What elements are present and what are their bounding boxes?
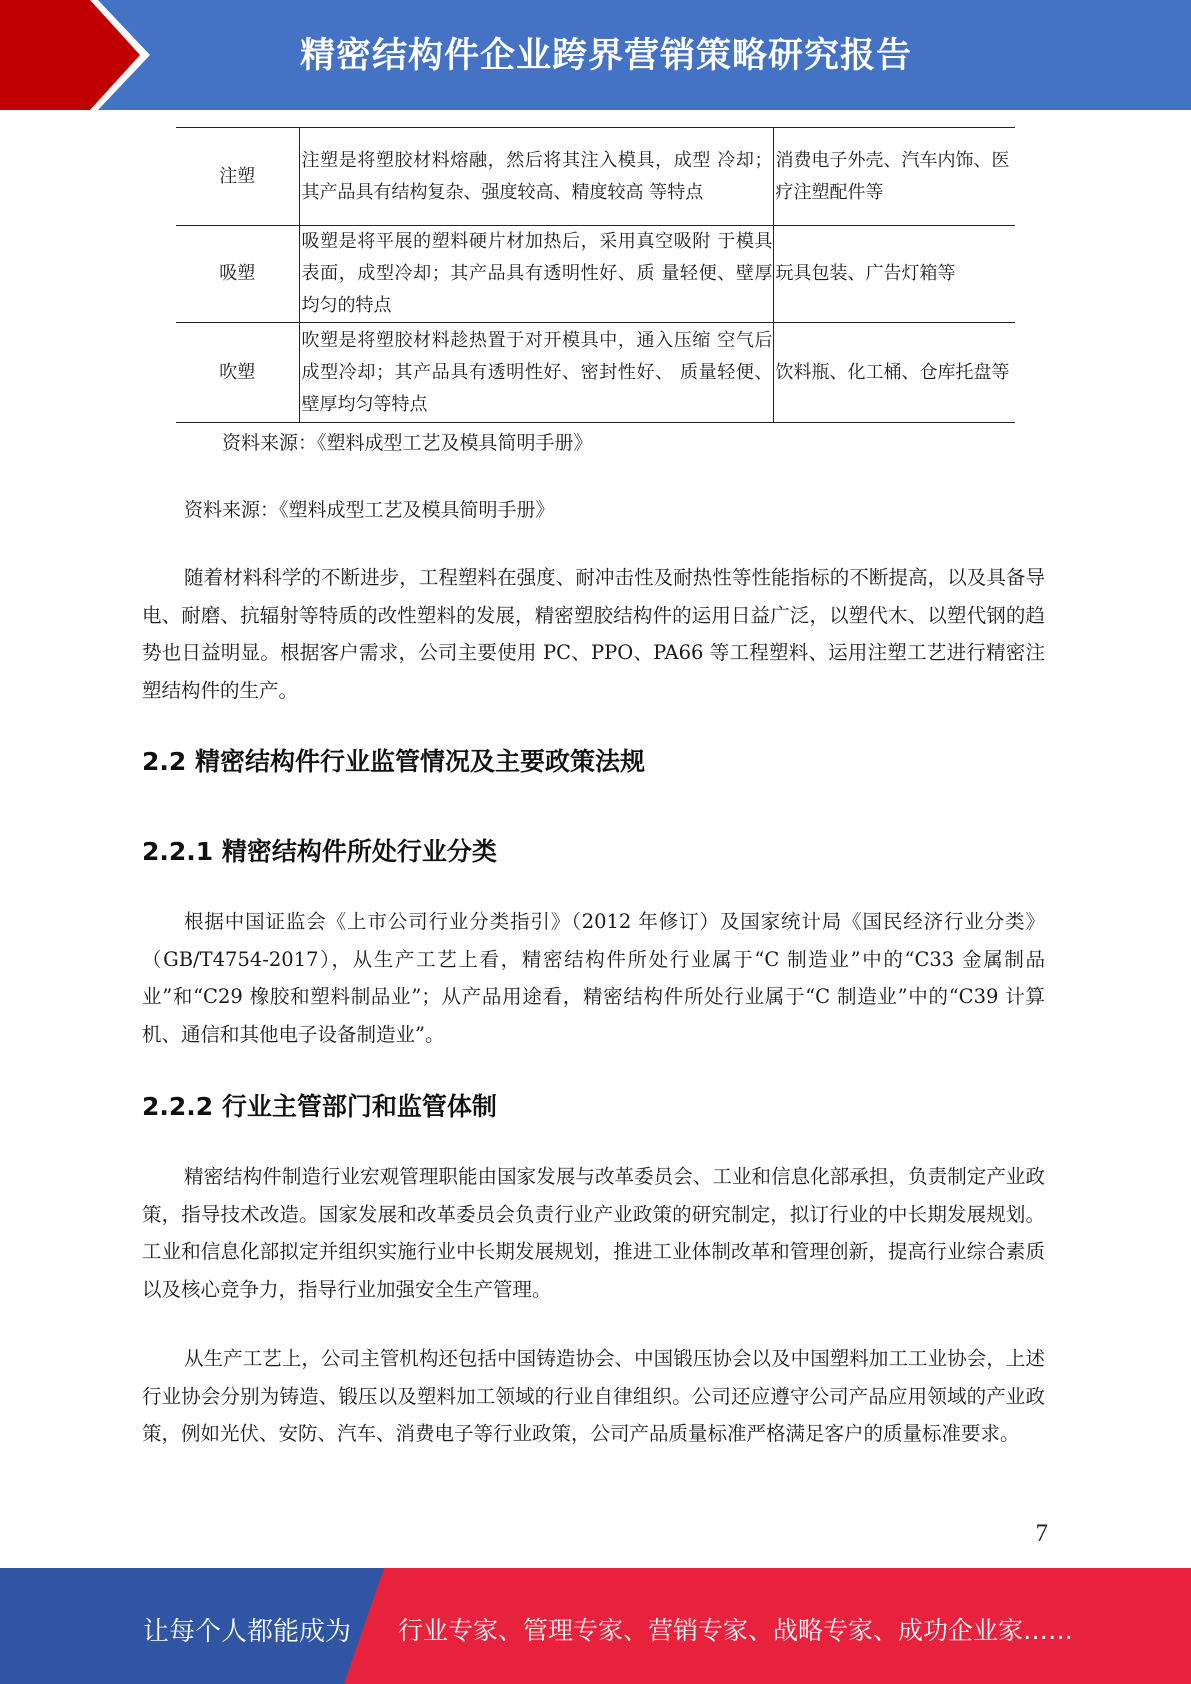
process-name: 吹塑 (219, 361, 256, 383)
table-source-note: 资料来源：《塑料成型工艺及模具简明手册》 (222, 432, 593, 454)
page-number: 7 (1035, 1520, 1048, 1547)
process-description: 吸塑是将平展的塑料硬片材加热后，采用真空吸附 于模具表面，成型冷却；其产品具有透明性好、质 量轻便、壁厚均匀的特点 (299, 226, 773, 323)
process-application: 饮料瓶、化工桶、仓库托盘等 (775, 361, 1010, 383)
heading-2-2: 2.2 精密结构件行业监管情况及主要政策法规 (142, 747, 645, 776)
paragraph-regulation: 精密结构件制造行业宏观管理职能由国家发展与改革委员会、工业和信息化部承担，负责制定产业政策，指导技术改造。国家发展和改革委员会负责行业产业政策的研究制定，拟订行业的中长期发展规划。工业和信息化部拟定并组织实施行业中长期发展规划，推进工业体制改革和管理创新，提高行业综合素质以及核心竞争力，指导行业加强安全生产管理。 (142, 1165, 1045, 1301)
table-row (176, 226, 1015, 323)
paragraph-classification: 根据中国证监会《上市公司行业分类指引》（2012 年修订）及国家统计局《国民经济行业分类》（GB/T4754-2017），从生产工艺上看，精密结构件所处行业属于“C 制造业”中的“C33 金属制品业”和“C29 橡胶和塑料制品业”；从产品用途看，精密结构件所处行业属于“C 制造业”中的“C39 计算机、通信和其他电子设备制造业”。 (142, 910, 1045, 1046)
process-name: 注塑 (219, 165, 256, 187)
process-description: 注塑是将塑胶材料熔融，然后将其注入模具，成型 冷却；其产品具有结构复杂、强度较高、精度较高 等特点 (299, 128, 773, 226)
page-footer (0, 1568, 1191, 1684)
heading-2-2-2: 2.2.2 行业主管部门和监管体制 (142, 1092, 497, 1121)
footer-slogan-right: 行业专家、管理专家、营销专家、战略专家、成功企业家…… (398, 1616, 1074, 1645)
paragraph-associations: 从生产工艺上，公司主管机构还包括中国铸造协会、中国锻压协会以及中国塑料加工工业协会，上述行业协会分别为铸造、锻压以及塑料加工领域的行业自律组织。公司还应遵守公司产品应用领域的产业政策，例如光伏、安防、汽车、消费电子等行业政策，公司产品质量标准严格满足客户的质量标准要求。 (142, 1347, 1045, 1445)
process-application: 玩具包装、广告灯箱等 (775, 263, 956, 284)
header-arrow-decoration (0, 0, 160, 110)
table-row (176, 128, 1015, 226)
process-name: 吸塑 (219, 263, 256, 284)
paragraph-materials: 随着材料科学的不断进步，工程塑料在强度、耐冲击性及耐热性等性能指标的不断提高，以及具备导电、耐磨、抗辐射等特质的改性塑料的发展，精密塑胶结构件的运用日益广泛，以塑代木、以塑代钢的趋势也日益明显。根据客户需求，公司主要使用 PC、PPO、PA66 等工程塑料、运用注塑工艺进行精密注塑结构件的生产。 (142, 566, 1045, 702)
heading-2-2-1: 2.2.1 精密结构件所处行业分类 (142, 837, 497, 866)
process-description: 吹塑是将塑胶材料趁热置于对开模具中，通入压缩 空气后成型冷却；其产品具有透明性好、密封性好、 质量轻便、壁厚均匀等特点 (299, 323, 773, 423)
page-header (0, 0, 1191, 110)
source-line: 资料来源：《塑料成型工艺及模具简明手册》 (184, 499, 555, 521)
report-title: 精密结构件企业跨界营销策略研究报告 (300, 36, 913, 76)
footer-slogan-left: 让每个人都能成为 (143, 1617, 352, 1647)
process-table (176, 127, 1015, 423)
table-row (176, 323, 1015, 423)
process-application: 消费电子外壳、汽车内饰、医疗注塑配件等 (775, 149, 1010, 203)
